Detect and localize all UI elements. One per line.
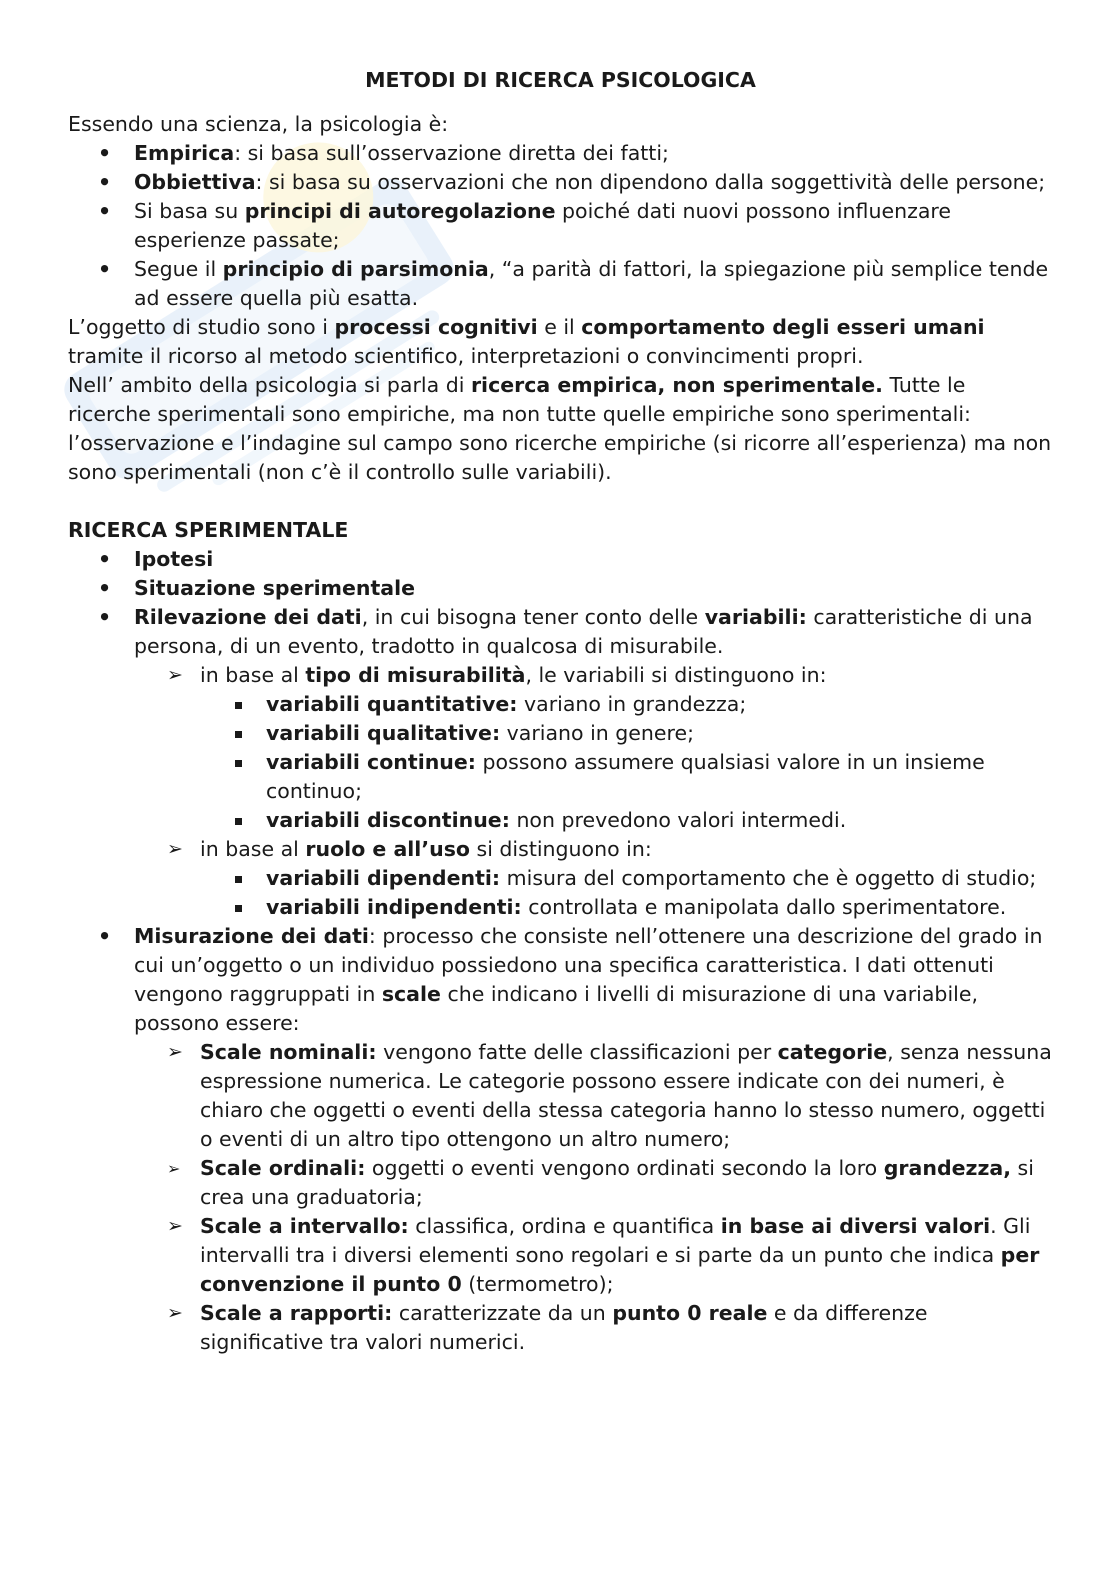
list-item: • Situazione sperimentale bbox=[68, 574, 1053, 603]
list-item: • Misurazione dei dati: processo che consiste nell’ottenere una descrizione del grado in cui un’oggetto o un individuo possiedono una specifica caratteristica. I dati ottenuti vengono raggruppati in scale che indicano i livelli di misurazione di una variabile, possono essere: ➢ Scale nominali: vengono fatte delle classificazioni per categorie, senza nessuna espressione numerica. Le categorie possono essere indicate con dei numeri, è chiaro che oggetti o eventi della stessa categoria hanno lo stesso numero, oggetti o eventi di un altro tipo ottengono un altro numero; ➢ Scale ordinali: oggetti o eventi vengono ordinati secondo la loro grandezza, si crea una graduatoria; ➢ Scale a intervallo: classifica, ordina e quantifica in base ai diversi valori. Gli intervalli tra i diversi elementi sono regolari e si parte da un punto che indica per convenzione il punto 0 (termometro); ➢ Scale a rapporti: caratterizzate da un punto 0 reale e da differenze significative tra valori numerici. bbox=[68, 922, 1053, 1357]
list-item: variabili quantitative: variano in grandezza; bbox=[200, 690, 1053, 719]
research-steps-list bbox=[68, 545, 1053, 1357]
list-item: variabili qualitative: variano in genere; bbox=[200, 719, 1053, 748]
list-item: ➢ Scale a rapporti: caratterizzate da un punto 0 reale e da differenze significative tra valori numerici. bbox=[134, 1299, 1053, 1357]
list-item: ➢ Scale nominali: vengono fatte delle classificazioni per categorie, senza nessuna espressione numerica. Le categorie possono essere indicate con dei numeri, è chiaro che oggetti o eventi della stessa categoria hanno lo stesso numero, oggetti o eventi di un altro tipo ottengono un altro numero; bbox=[134, 1038, 1053, 1154]
list-item: variabili continue: possono assumere qualsiasi valore in un insieme continuo; bbox=[200, 748, 1053, 806]
list-item: • Obbiettiva: si basa su osservazioni che non dipendono dalla soggettività delle persone; bbox=[68, 168, 1053, 197]
sublist-measurability-types bbox=[200, 690, 1053, 835]
document-body bbox=[68, 66, 1053, 1357]
list-item: variabili dipendenti: misura del comportamento che è oggetto di studio; bbox=[200, 864, 1053, 893]
list-item: ➢ Scale a intervallo: classifica, ordina e quantifica in base ai diversi valori. Gli intervalli tra i diversi elementi sono regolari e si parte da un punto che indica per convenzione il punto 0 (termometro); bbox=[134, 1212, 1053, 1299]
list-item: ➢ Scale ordinali: oggetti o eventi vengono ordinati secondo la loro grandezza, si crea una graduatoria; bbox=[134, 1154, 1053, 1212]
page-title: METODI DI RICERCA PSICOLOGICA bbox=[365, 68, 756, 92]
list-item: • Rilevazione dei dati, in cui bisogna tener conto delle variabili: caratteristiche di una persona, di un evento, tradotto in qualcosa di misurabile. ➢ in base al tipo di misurabilità, le variabili si distinguono in: variabili quantitative: variano in grandezza; variabili qualitative: variano in genere; variabili continue: possono assumere qualsiasi valore in un insieme continuo; variabili discontinue: non prevedono valori intermedi. ➢ in base al ruolo e all’uso si distinguono in: variabili dipendenti: misura del comportamento che è oggetto di studio; variabili indipendenti: controllata e manipolata dallo sperimentatore. bbox=[68, 603, 1053, 922]
list-item: • Segue il principio di parsimonia, “a parità di fattori, la spiegazione più semplice tende ad essere quella più esatta. bbox=[68, 255, 1053, 313]
list-item: • Empirica: si basa sull’osservazione diretta dei fatti; bbox=[68, 139, 1053, 168]
features-list bbox=[68, 139, 1053, 313]
list-item: ➢ in base al ruolo e all’uso si distinguono in: variabili dipendenti: misura del comportamento che è oggetto di studio; variabili indipendenti: controllata e manipolata dallo sperimentatore. bbox=[134, 835, 1053, 922]
list-item: • Ipotesi bbox=[68, 545, 1053, 574]
section-heading: RICERCA SPERIMENTALE bbox=[68, 518, 349, 542]
list-item: ➢ in base al tipo di misurabilità, le variabili si distinguono in: variabili quantitative: variano in grandezza; variabili qualitative: variano in genere; variabili continue: possono assumere qualsiasi valore in un insieme continuo; variabili discontinue: non prevedono valori intermedi. bbox=[134, 661, 1053, 835]
list-item: variabili discontinue: non prevedono valori intermedi. bbox=[200, 806, 1053, 835]
sublist-role-types bbox=[200, 864, 1053, 922]
sublist-variable-criteria bbox=[134, 661, 1053, 922]
paragraph-object-of-study: L’oggetto di studio sono i processi cognitivi e il comportamento degli esseri umani tramite il ricorso al metodo scientifico, interpretazioni o convincimenti propri. bbox=[68, 315, 985, 368]
paragraph-empirical-research: Nell’ ambito della psicologia si parla di ricerca empirica, non sperimentale. Tutte le ricerche sperimentali sono empiriche, ma non tutte quelle empiriche sono sperimentali: l’osservazione e l’indagine sul campo sono ricerche empiriche (si ricorre all’esperienza) ma non sono sperimentali (non c’è il controllo sulle variabili). bbox=[68, 373, 1052, 484]
list-item: variabili indipendenti: controllata e manipolata dallo sperimentatore. bbox=[200, 893, 1053, 922]
sublist-scales bbox=[134, 1038, 1053, 1357]
list-item: • Si basa su principi di autoregolazione poiché dati nuovi possono influenzare esperienze passate; bbox=[68, 197, 1053, 255]
intro-text: Essendo una scienza, la psicologia è: bbox=[68, 112, 449, 136]
